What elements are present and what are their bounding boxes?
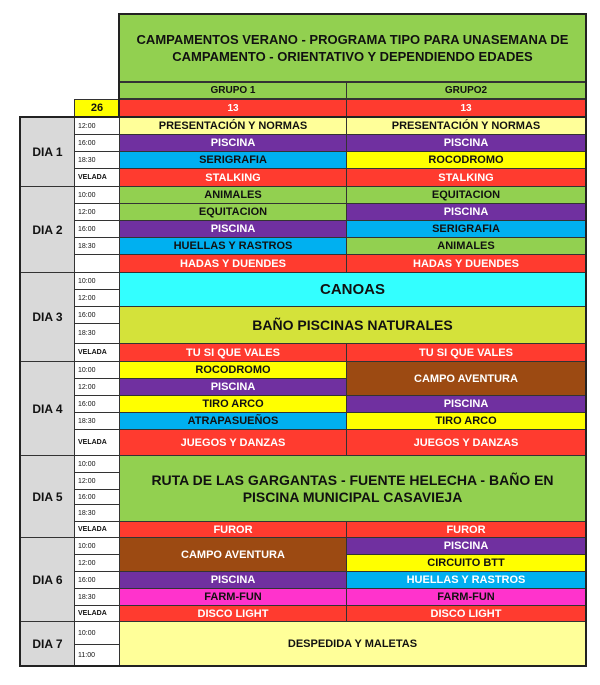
activity-cell: DISCO LIGHT (346, 605, 586, 622)
time-slot: 10:00 (74, 621, 120, 645)
activity-cell: TU SI QUE VALES (119, 343, 347, 362)
time-slot: 16:00 (74, 489, 120, 505)
time-slot: VELADA (74, 521, 120, 538)
day-label: DIA 6 (20, 537, 75, 622)
activity-cell: PISCINA (119, 220, 347, 238)
time-slot: 18:30 (74, 323, 120, 344)
activity-cell: PISCINA (346, 537, 586, 555)
time-slot: 18:30 (74, 504, 120, 522)
activity-cell: TU SI QUE VALES (346, 343, 586, 362)
activity-cell: ANIMALES (346, 237, 586, 255)
activity-cell: FARM-FUN (346, 588, 586, 606)
day-label: DIA 1 (20, 117, 75, 187)
activity-cell: JUEGOS Y DANZAS (346, 429, 586, 456)
time-slot: 12:00 (74, 203, 120, 221)
time-slot: 18:30 (74, 412, 120, 430)
activity-cell-despedida: DESPEDIDA Y MALETAS (119, 621, 586, 666)
activity-cell: PRESENTACIÓN Y NORMAS (346, 117, 586, 135)
time-slot: 10:00 (74, 272, 120, 290)
day-label: DIA 7 (20, 621, 75, 666)
time-slot: 11:00 (74, 644, 120, 666)
activity-cell: EQUITACION (346, 186, 586, 204)
time-slot: 12:00 (74, 289, 120, 307)
day-label: DIA 3 (20, 272, 75, 362)
time-slot: 16:00 (74, 220, 120, 238)
time-slot: 12:00 (74, 378, 120, 396)
activity-cell: JUEGOS Y DANZAS (119, 429, 347, 456)
time-slot (74, 254, 120, 273)
group2-header: GRUPO2 (346, 82, 586, 99)
time-slot: 18:30 (74, 151, 120, 169)
time-slot: 16:00 (74, 395, 120, 413)
time-slot: 12:00 (74, 554, 120, 572)
time-slot: 10:00 (74, 537, 120, 555)
day-label: DIA 4 (20, 361, 75, 456)
activity-cell: TIRO ARCO (346, 412, 586, 430)
time-slot: 18:30 (74, 237, 120, 255)
time-slot: 18:30 (74, 588, 120, 606)
activity-cell: HADAS Y DUENDES (119, 254, 347, 273)
activity-cell: EQUITACION (119, 203, 347, 221)
activity-cell: PRESENTACIÓN Y NORMAS (119, 117, 347, 135)
activity-cell: PISCINA (346, 134, 586, 152)
activity-cell: ROCODROMO (346, 151, 586, 169)
day-label: DIA 2 (20, 186, 75, 273)
activity-cell-campo-aventura: CAMPO AVENTURA (346, 361, 586, 396)
time-slot: 10:00 (74, 361, 120, 379)
time-slot: VELADA (74, 429, 120, 456)
time-slot: 16:00 (74, 134, 120, 152)
activity-cell-bano: BAÑO PISCINAS NATURALES (119, 306, 586, 344)
time-slot: 12:00 (74, 472, 120, 490)
activity-cell: CIRCUITO BTT (346, 554, 586, 572)
activity-cell: TIRO ARCO (119, 395, 347, 413)
activity-cell: HUELLAS Y RASTROS (119, 237, 347, 255)
time-slot: VELADA (74, 605, 120, 622)
page-title: CAMPAMENTOS VERANO - PROGRAMA TIPO PARA UNASEMANA DE CAMPAMENTO - ORIENTATIVO Y DEPENDIENDO EDADES (119, 14, 586, 82)
activity-cell: SERIGRAFIA (346, 220, 586, 238)
time-slot: VELADA (74, 168, 120, 187)
activity-cell: PISCINA (346, 203, 586, 221)
activity-cell: PISCINA (346, 395, 586, 413)
group1-header: GRUPO 1 (119, 82, 347, 99)
time-slot: 16:00 (74, 306, 120, 324)
time-slot: 12:00 (74, 117, 120, 135)
total-count: 26 (74, 99, 120, 117)
activity-cell: HADAS Y DUENDES (346, 254, 586, 273)
time-slot: 16:00 (74, 571, 120, 589)
activity-cell-ruta: RUTA DE LAS GARGANTAS - FUENTE HELECHA - BAÑO EN PISCINA MUNICIPAL CASAVIEJA (119, 455, 586, 522)
activity-cell: FUROR (346, 521, 586, 538)
activity-cell: FUROR (119, 521, 347, 538)
time-slot: VELADA (74, 343, 120, 362)
activity-cell: PISCINA (119, 378, 347, 396)
time-slot: 10:00 (74, 186, 120, 204)
activity-cell: DISCO LIGHT (119, 605, 347, 622)
activity-cell: PISCINA (119, 134, 347, 152)
activity-cell: PISCINA (119, 571, 347, 589)
group1-count: 13 (119, 99, 347, 117)
day-label: DIA 5 (20, 455, 75, 538)
activity-cell: ROCODROMO (119, 361, 347, 379)
activity-cell: ATRAPASUEÑOS (119, 412, 347, 430)
activity-cell-campo-aventura: CAMPO AVENTURA (119, 537, 347, 572)
activity-cell: STALKING (119, 168, 347, 187)
activity-cell: STALKING (346, 168, 586, 187)
activity-cell: FARM-FUN (119, 588, 347, 606)
activity-cell-canoas: CANOAS (119, 272, 586, 307)
time-slot: 10:00 (74, 455, 120, 473)
activity-cell: HUELLAS Y RASTROS (346, 571, 586, 589)
activity-cell: SERIGRAFIA (119, 151, 347, 169)
activity-cell: ANIMALES (119, 186, 347, 204)
group2-count: 13 (346, 99, 586, 117)
